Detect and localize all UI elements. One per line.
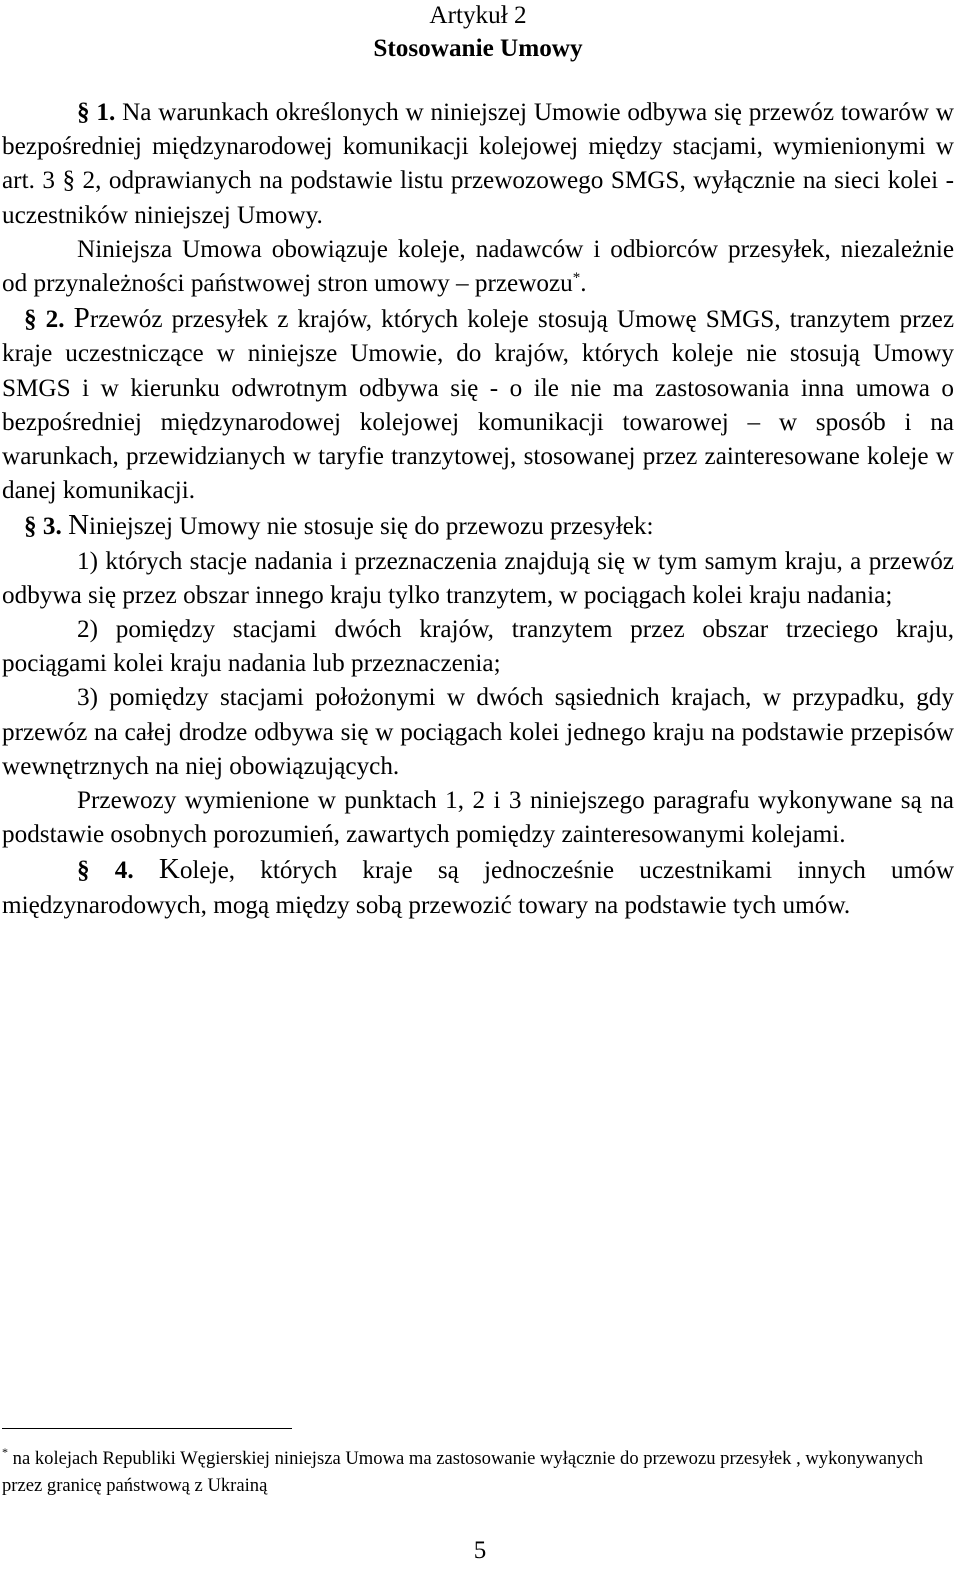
- section-3-closing: Przewozy wymienione w punktach 1, 2 i 3 niniejszego paragrafu wykonywane są na podstawie osobnych porozumień, zawartych pomiędzy zainteresowanymi kolejami.: [2, 787, 954, 849]
- section-3-item-3: 3) pomiędzy stacjami położonymi w dwóch sąsiednich krajach, w przypadku, gdy przewóz na całej drodze odbywa się w pociągach kolei jednego kraju na podstawie przepisów wewnętrznych na niej obowiązujących.: [2, 684, 954, 780]
- section-4-text: oleje, których kraje są jednocześnie uczestnikami innych umów międzynarodowych, mogą między sobą przewozić towary na podstawie tych umów.: [2, 857, 955, 919]
- footnote-separator: [2, 1428, 292, 1429]
- section-3-item-2: 2) pomiędzy stacjami dwóch krajów, tranzytem przez obszar trzeciego kraju, pociągami kolei kraju nadania lub przeznaczenia;: [2, 616, 954, 678]
- section-1-para2-end: .: [580, 270, 587, 298]
- footnote-mark: *: [2, 1445, 8, 1459]
- footnote-text: na kolejach Republiki Węgierskiej niniejsza Umowa ma zastosowanie wyłącznie do przewozu przesyłek , wykonywanych przez granicę państwową z Ukrainą: [2, 1448, 924, 1496]
- section-2-marker: § 2.: [24, 306, 65, 334]
- section-1-paragraph: [2, 96, 954, 233]
- section-3-text: iniejszej Umowy nie stosuje się do przewozu przesyłek:: [89, 513, 654, 541]
- article-number: Artykuł 2: [429, 2, 527, 29]
- section-4-initial: K: [158, 853, 180, 886]
- section-2-text: rzewóz przesyłek z krajów, których koleje stosują Umowę SMGS, tranzytem przez kraje uczestniczące w niniejsze Umowie, do krajów, których koleje nie stosują Umowy SMGS i w kierunku odwrotnym odbywa się - o ile nie ma zastosowania inna umowa o bezpośredniej międzynarodowej kolejowej komunikacji towarowej – w sposób i na warunkach, przewidzianych w taryfie tranzytowej, stosowanej przez zainteresowane koleje w danej komunikacji.: [2, 306, 955, 505]
- section-1-text: Na warunkach określonych w niniejszej Umowie odbywa się przewóz towarów w bezpośredniej międzynarodowej komunikacji kolejowej między stacjami, wymienionymi w art. 3 § 2, odprawianych na podstawie listu przewozowego SMGS, wyłącznie na sieci kolei - uczestników niniejszej Umowy.: [2, 99, 954, 229]
- section-1-para2-text: Niniejsza Umowa obowiązuje koleje, nadawców i odbiorców przesyłek, niezależnie od przynależności państwowej stron umowy – przewozu: [2, 235, 954, 298]
- section-3-item-1: 1) których stacje nadania i przeznaczenia znajdują się w tym samym kraju, a przewóz odbywa się przez obszar innego kraju tylko tranzytem, w pociągach kolei kraju nadania;: [2, 547, 954, 609]
- section-1-paragraph-2: [2, 233, 954, 301]
- section-3-initial: N: [68, 509, 90, 542]
- section-3-marker: § 3.: [24, 513, 62, 541]
- article-title: Stosowanie Umowy: [373, 35, 583, 62]
- document-body: [2, 0, 954, 923]
- footnote-reference[interactable]: *: [572, 270, 581, 287]
- section-4-marker: § 4.: [77, 857, 134, 885]
- section-2-paragraph: [2, 301, 954, 508]
- footnote: [2, 1446, 942, 1499]
- section-3-paragraph: [2, 508, 954, 544]
- section-4-paragraph: [2, 852, 954, 922]
- page-number: 5: [473, 1537, 487, 1564]
- section-1-marker: § 1.: [77, 99, 116, 126]
- section-2-initial: P: [73, 302, 90, 335]
